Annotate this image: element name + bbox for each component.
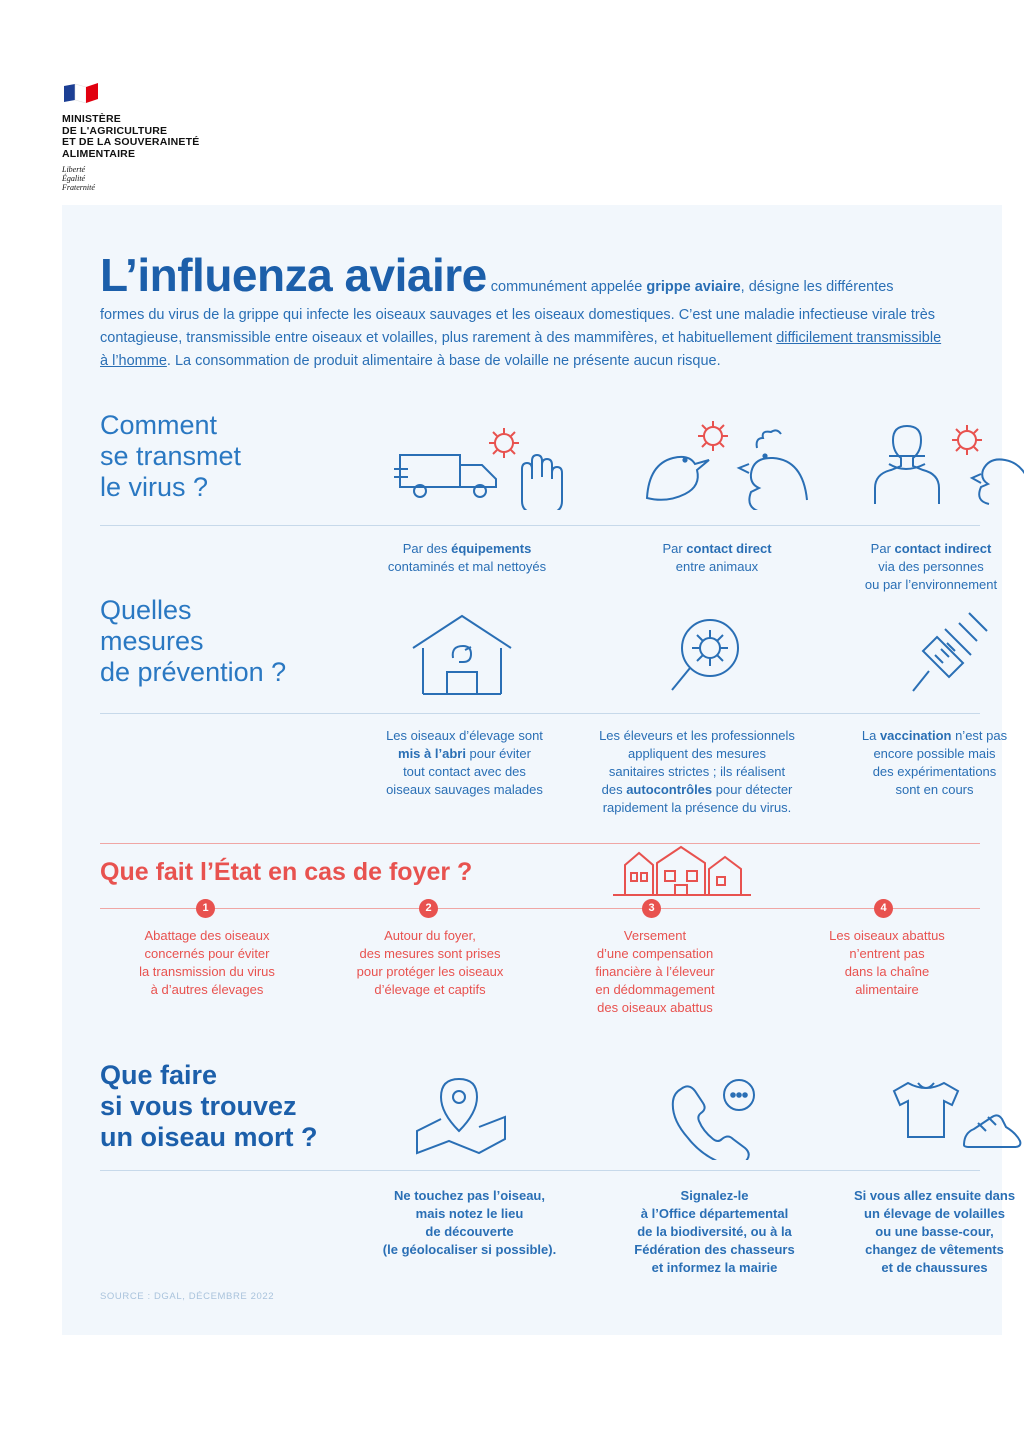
divider-prevention	[100, 713, 980, 714]
divider-transmission	[100, 525, 980, 526]
barn-bird-shelter-icon	[407, 610, 517, 700]
step-text-3: Versement d’une compensation financière à l’éleveur en dédommagement des oiseaux abattus	[595, 928, 715, 1015]
syringe-icon	[907, 605, 997, 700]
truck-glove-virus-icon	[392, 425, 582, 510]
divider-state-top	[100, 843, 980, 844]
step-badge-4: 4	[874, 899, 893, 918]
ministry-name: MINISTÈRE DE L'AGRICULTURE ET DE LA SOUVERAINETÉ ALIMENTAIRE	[62, 113, 200, 160]
intro-block	[100, 250, 980, 373]
caption-indirect-contact: Par contact indirect via des personnes ou par l’environnement	[864, 541, 998, 592]
phone-icon	[667, 1075, 767, 1160]
step-text-2: Autour du foyer, des mesures sont prises pour protéger les oiseaux d’élevage et captifs	[356, 928, 504, 997]
section-title-state: Que fait l’État en cas de foyer ?	[100, 858, 473, 886]
intro-lead	[487, 279, 894, 295]
step-text-4: Les oiseaux abattus n’entrent pas dans la chaîne alimentaire	[829, 928, 945, 997]
map-pin-icon	[407, 1075, 517, 1160]
caption-report: Signalez-le à l’Office départemental de la biodiversité, ou à la Fédération des chasseurs et informez la mairie	[634, 1188, 795, 1275]
page-title: L’influenza aviaire	[100, 249, 487, 301]
divider-state-bottom	[100, 908, 980, 909]
caption-shelter: Les oiseaux d’élevage sont mis à l’abri pour éviter tout contact avec des oiseaux sauvages malades	[386, 728, 543, 797]
section-title-transmission: Comment se transmet le virus ?	[100, 410, 242, 502]
intro-body-underline1: difficilement transmissible	[776, 330, 942, 346]
person-mask-virus-icon	[867, 420, 1024, 510]
intro-body-underline2: à l’homme	[100, 353, 167, 369]
intro-body-line3: . La consommation de produit alimentaire à base de volaille ne présente aucun risque.	[166, 353, 721, 369]
clothes-shoes-icon	[882, 1075, 1022, 1160]
caption-direct-contact: Par contact direct entre animaux	[662, 541, 772, 574]
republic-motto: Liberté Égalité Fraternité	[62, 165, 95, 192]
intro-body-line1: formes du virus de la grippe qui infecte les oiseaux sauvages et les oiseaux domestiques. C’est une maladie infectieuse virale très	[100, 307, 936, 323]
caption-change-clothes: Si vous allez ensuite dans un élevage de volailles ou une basse-cour, changez de vêtements et de chaussures	[853, 1188, 1016, 1275]
intro-lead-after: , désigne les différentes	[740, 279, 894, 295]
duck-chicken-virus-icon	[637, 420, 817, 510]
step-badge-2: 2	[419, 899, 438, 918]
caption-vaccination: La vaccination n’est pas encore possible mais des expérimentations sont en cours	[861, 728, 1008, 797]
caption-equipment: Par des équipements contaminés et mal nettoyés	[387, 541, 547, 574]
intro-lead-pre: communément appelée	[486, 279, 647, 295]
section-title-prevention: Quelles mesures de prévention ?	[100, 595, 287, 687]
poster-panel	[62, 205, 1016, 1335]
magnifier-virus-icon	[662, 610, 762, 700]
ministry-logo	[62, 80, 312, 192]
step-badge-1: 1	[196, 899, 215, 918]
step-badge-3: 3	[642, 899, 661, 918]
caption-biosecurity: Les éleveurs et les professionnels appliquent des mesures sanitaires strictes ; ils réalisent des autocontrôles pour détecter rapidement la présence du virus.	[599, 728, 795, 815]
intro-lead-bold: grippe aviaire	[646, 279, 741, 295]
source-note: SOURCE : DGAL, DÉCEMBRE 2022	[100, 1291, 275, 1302]
intro-body	[100, 304, 980, 373]
section-title-dead-bird: Que faire si vous trouvez un oiseau mort ?	[100, 1060, 318, 1152]
french-flag-icon	[62, 80, 106, 108]
caption-do-not-touch: Ne touchez pas l’oiseau, mais notez le lieu de découverte (le géolocaliser si possible).	[382, 1188, 557, 1257]
intro-body-line2: contagieuse, transmissible entre oiseaux et volailles, plus rarement à des mammifères, et habituellement	[100, 330, 777, 346]
farm-buildings-icon	[607, 845, 757, 901]
divider-dead-bird	[100, 1170, 980, 1171]
step-text-1: Abattage des oiseaux concernés pour éviter la transmission du virus à d’autres élevages	[139, 928, 275, 997]
